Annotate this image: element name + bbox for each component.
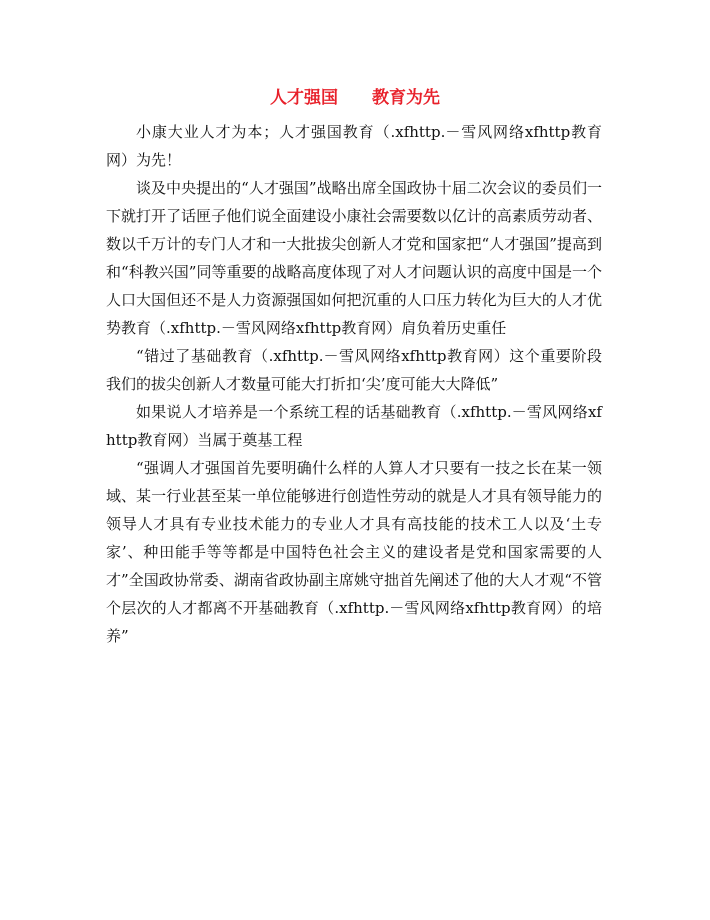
document-title: 人才强国 教育为先 [270,88,440,108]
paragraph-talent-view: “强调人才强国首先要明确什么样的人算人才只要有一技之长在某一领域、某一行业甚至某一单位能够进行创造性劳动的就是人才具有领导能力的领导人才具有专业技术能力的专业人才具有高技能的技术工人以及‘土专家’、种田能手等等都是中国特色社会主义的建设者是党和国家需要的人才”全国政协常委、湖南省政协副主席姚守拙首先阐述了他的大人才观“不管个层次的人才都离不开基础教育（.xfhttp.－雪风网络xfhttp教育网）的培养” [106,459,602,645]
paragraph-foundation-project: 如果说人才培养是一个系统工程的话基础教育（.xfhttp.－雪风网络xfhttp教育网）当属于奠基工程 [106,403,602,449]
paragraph-intro: 小康大业人才为本；人才强国教育（.xfhttp.－雪风网络xfhttp教育网）为先！ [106,123,602,169]
paragraph-talent-strategy: 谈及中央提出的“人才强国”战略出席全国政协十届二次会议的委员们一下就打开了话匣子他们说全面建设小康社会需要数以亿计的高素质劳动者、数以千万计的专门人才和一大批拔尖创新人才党和国家把“人才强国”提高到和“科教兴国”同等重要的战略高度体现了对人才问题认识的高度中国是一个人口大国但还不是人力资源强国如何把沉重的人口压力转化为巨大的人才优势教育（.xfhttp.－雪风网络xfhttp教育网）肩负着历史重任 [106,179,602,337]
paragraph-missed-basic-education: “错过了基础教育（.xfhttp.－雪风网络xfhttp教育网）这个重要阶段我们的拔尖创新人才数量可能大打折扣‘尖’度可能大大降低” [106,347,602,393]
document-body [106,118,602,650]
